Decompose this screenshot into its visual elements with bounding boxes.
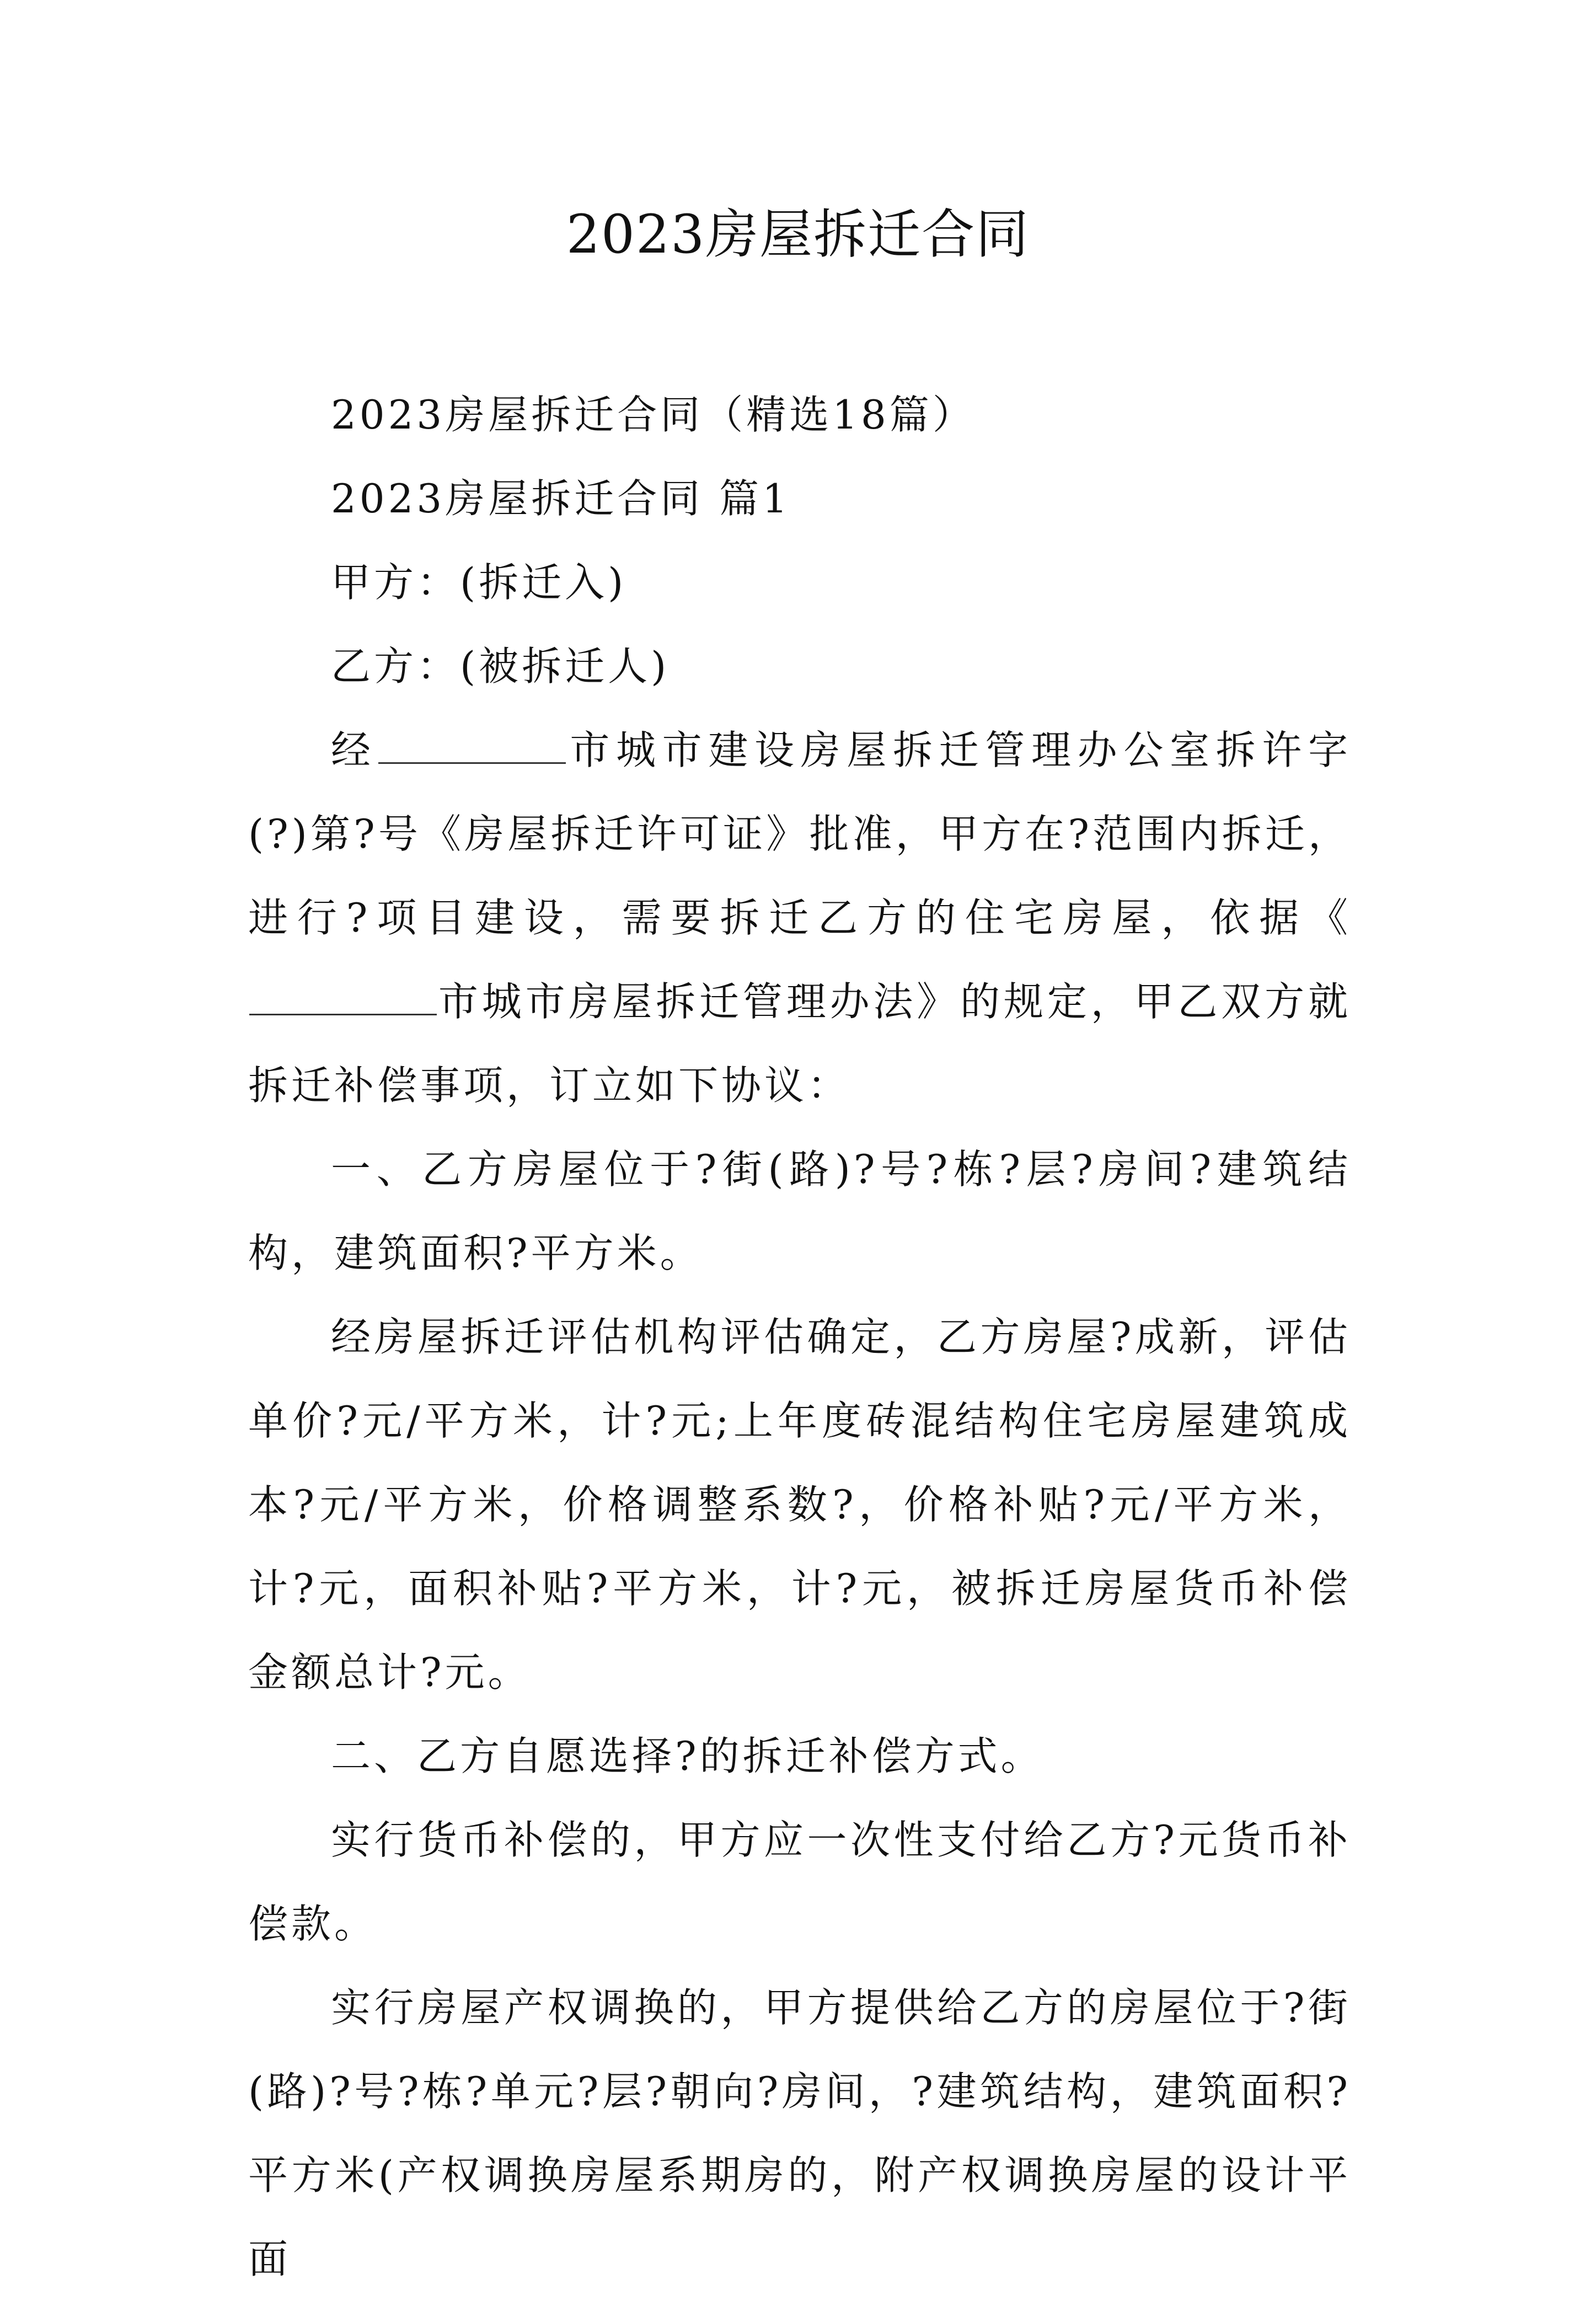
party-b-line: 乙方：(被拆迁人) xyxy=(331,643,670,689)
section-line: 2023房屋拆迁合同 篇1 xyxy=(331,475,791,522)
clause-1-paragraph: 一、乙方房屋位于?街(路)?号?栋?层?房间?建筑结构，建筑面积?平方米。 xyxy=(248,1146,1351,1276)
document-title: 2023房屋拆迁合同 xyxy=(566,204,1030,265)
blank-field-city-2 xyxy=(249,1009,437,1015)
party-a-line: 甲方：(拆迁入) xyxy=(331,559,627,606)
heading-line: 2023房屋拆迁合同（精选18篇） xyxy=(331,392,976,438)
property-exchange-paragraph: 实行房屋产权调换的，甲方提供给乙方的房屋位于?街(路)?号?栋?单元?层?朝向?房间，?建筑结构，建筑面积?平方米(产权调换房屋系期房的，附产权调换房屋的设计平面 xyxy=(248,1984,1351,2282)
document-body xyxy=(248,373,1351,2301)
clause-2-paragraph: 二、乙方自愿选择?的拆迁补偿方式。 xyxy=(331,1733,1044,1779)
intro-text-2: 市城市建设房屋拆迁管理办公室拆许字(?)第?号《房屋拆迁许可证》批准，甲方在?范围内拆迁，进行?项目建设，需要拆迁乙方的住宅房屋，依据《 xyxy=(248,727,1351,941)
intro-paragraph xyxy=(248,708,1351,1127)
intro-text-1: 经 xyxy=(331,727,377,773)
valuation-paragraph: 经房屋拆迁评估机构评估确定，乙方房屋?成新，评估单价?元/平方米，计?元;上年度砖混结构住宅房屋建筑成本?元/平方米，价格调整系数?，价格补贴?元/平方米，计?元，面积补贴?平方米，计?元，被拆迁房屋货币补偿金额总计?元。 xyxy=(248,1314,1351,1695)
intro-text-3: 市城市房屋拆迁管理办法》的规定，甲乙双方就拆迁补偿事项，订立如下协议： xyxy=(248,978,1351,1109)
monetary-compensation-paragraph: 实行货币补偿的，甲方应一次性支付给乙方?元货币补偿款。 xyxy=(248,1817,1351,1947)
blank-field-city-1 xyxy=(378,758,566,764)
